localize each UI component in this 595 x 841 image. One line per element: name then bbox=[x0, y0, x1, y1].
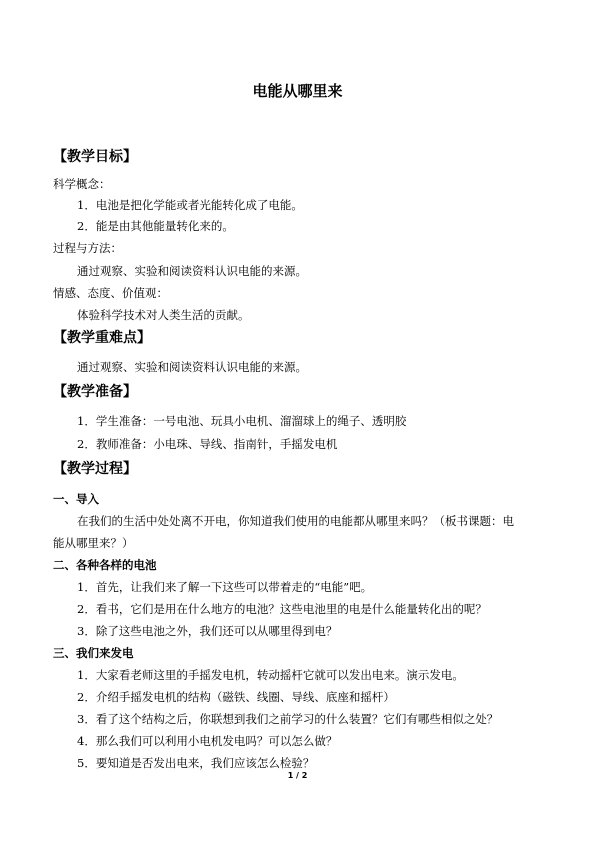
concept-item: 1．电池是把化学能或者光能转化成了电能。 bbox=[77, 198, 303, 212]
batteries-item: 1．首先，让我们来了解一下这些可以带着走的“电能”吧。 bbox=[77, 580, 373, 594]
section-heading-preparation: 【教学准备】 bbox=[53, 384, 137, 400]
preparation-item: 1．学生准备：一号电池、玩具小电机、溜溜球上的绳子、透明胶 bbox=[77, 414, 407, 428]
generate-item: 1．大家看老师这里的手摇发电机，转动摇杆它就可以发出电来。演示发电。 bbox=[77, 668, 464, 682]
attitude-label: 情感、态度、价值观： bbox=[53, 286, 168, 300]
batteries-heading: 二、各种各样的电池 bbox=[53, 558, 157, 572]
concept-label: 科学概念： bbox=[53, 177, 111, 191]
generate-item: 3．看了这个结构之后，你联想到我们之前学习的什么装置？它们有哪些相似之处？ bbox=[77, 712, 499, 726]
batteries-item: 2．看书，它们是用在什么地方的电池？这些电池里的电是什么能量转化出的呢？ bbox=[77, 602, 487, 616]
process-method-text: 通过观察、实验和阅读资料认识电能的来源。 bbox=[77, 264, 307, 278]
batteries-item: 3．除了这些电池之外，我们还可以从哪里得到电？ bbox=[77, 624, 338, 638]
process-method-label: 过程与方法： bbox=[53, 241, 122, 255]
concept-item: 2．能是由其他能量转化来的。 bbox=[77, 219, 234, 233]
intro-paragraph-line: 在我们的生活中处处离不开电，你知道我们使用的电能都从哪里来吗？（板书课题：电 bbox=[77, 514, 514, 528]
preparation-item: 2．教师准备：小电珠、导线、指南针，手摇发电机 bbox=[77, 437, 338, 451]
section-heading-objectives: 【教学目标】 bbox=[53, 149, 137, 165]
section-heading-key-points: 【教学重难点】 bbox=[53, 330, 151, 346]
section-heading-process: 【教学过程】 bbox=[53, 461, 137, 477]
page-number: 1 / 2 bbox=[287, 771, 308, 780]
generate-heading: 三、我们来发电 bbox=[53, 646, 134, 660]
key-points-text: 通过观察、实验和阅读资料认识电能的来源。 bbox=[77, 360, 307, 374]
page-title: 电能从哪里来 bbox=[252, 82, 343, 100]
generate-item: 5．要知道是否发出电来，我们应该怎么检验？ bbox=[77, 756, 315, 770]
intro-paragraph-line: 能从哪里来？） bbox=[53, 536, 134, 550]
intro-heading: 一、导入 bbox=[53, 492, 99, 506]
generate-item: 2．介绍手摇发电机的结构（磁铁、线圈、导线、底座和摇杆） bbox=[77, 690, 395, 704]
attitude-text: 体验科学技术对人类生活的贡献。 bbox=[77, 308, 250, 322]
generate-item: 4．那么我们可以利用小电机发电吗？可以怎么做？ bbox=[77, 734, 338, 748]
